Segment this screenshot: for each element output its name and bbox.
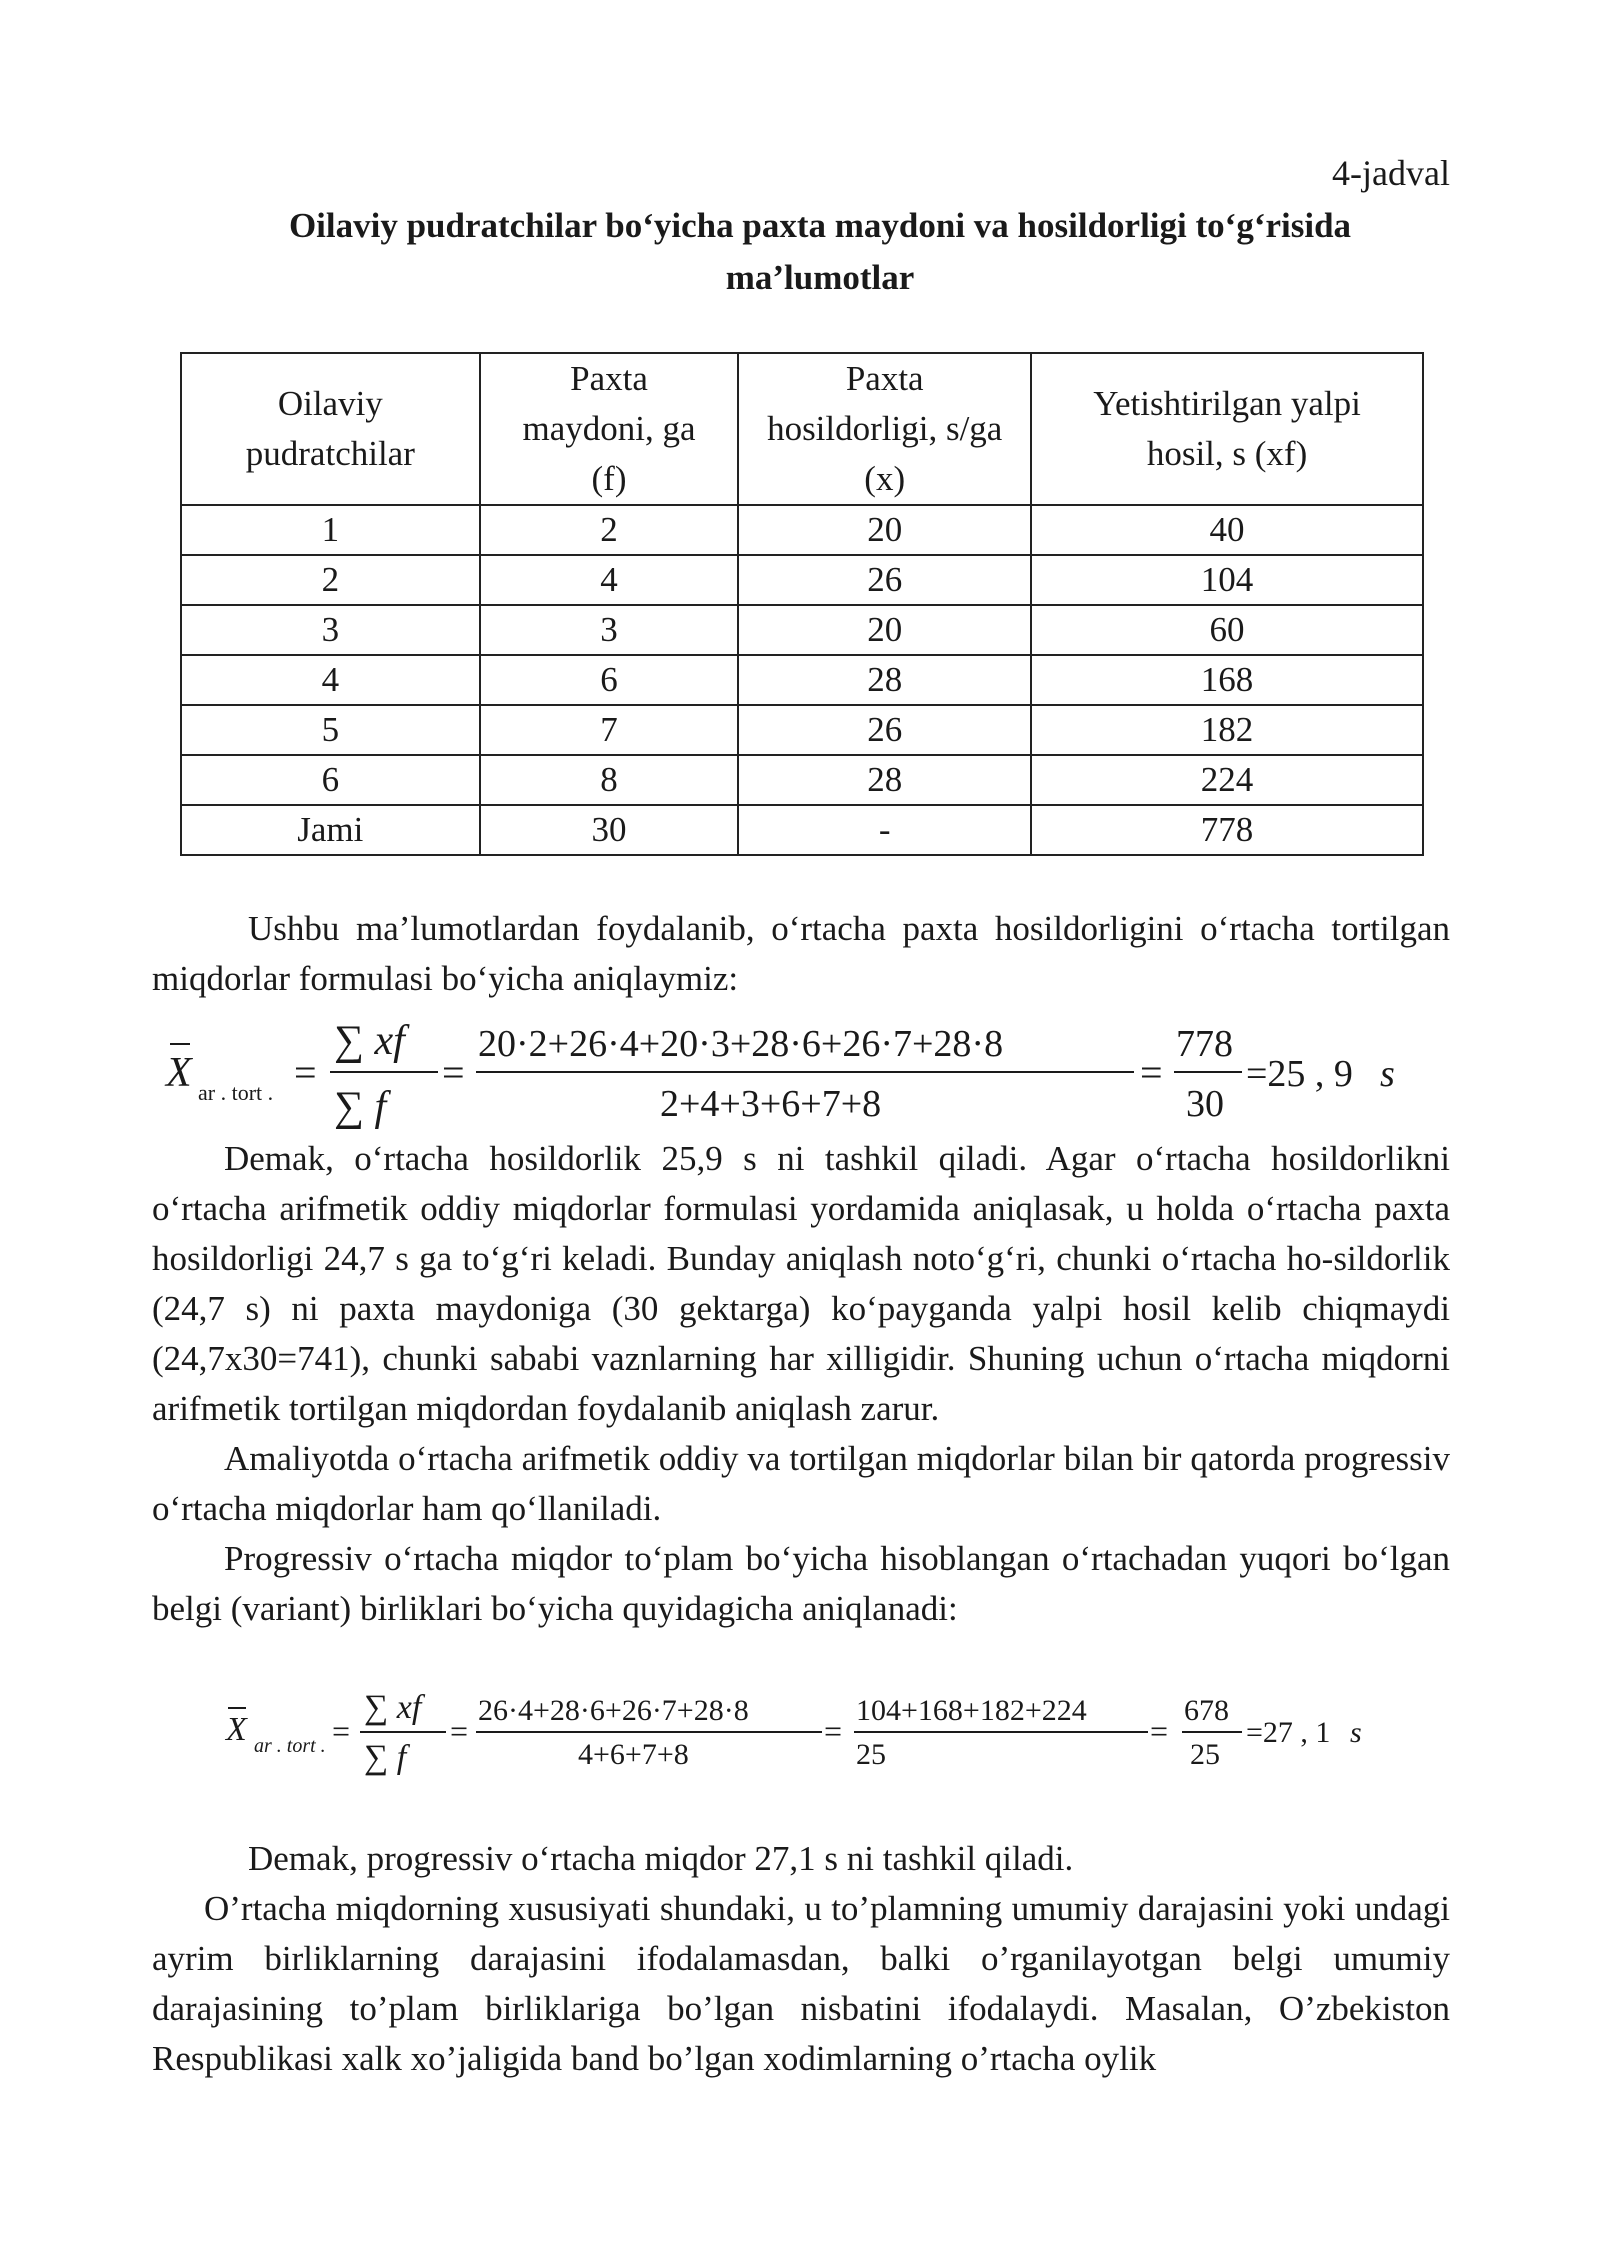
table-cell: 168 [1031,655,1423,705]
table-cell: 5 [181,705,480,755]
table-cell: 224 [1031,755,1423,805]
paragraph-property: O’rtacha miqdorning xususiyati shundaki, u to’plamning umumiy darajasini yoki undagi ayrim birliklarning darajasini ifodalamasdan, balki o’rganilayotgan belgi umumiy darajasining to’plam birliklariga bo’lgan nisbatini ifodalaydi. Masalan, O’zbekiston Respublikasi xalk xo’jaligida band bo’lgan xodimlarning o’rtacha oylik [152,1889,1450,2078]
formula-subscript: ar . tort . [254,1735,326,1757]
header-gross-harvest: Yetishtirilgan yalpi hosil, s (xf) [1031,353,1423,505]
fraction-numerator: 778 [1176,1023,1233,1065]
table-cell: 2 [181,555,480,605]
table-cell: 778 [1031,805,1423,855]
fraction-numerator: 678 [1184,1694,1229,1727]
table-title-line-1: Oilaviy pudratchilar bo‘yicha paxta maydoni va hosildorligi to‘g‘risida [288,206,1352,245]
formula-equals: = [294,1050,317,1095]
table-row [181,555,1423,605]
table-cell: 28 [738,655,1031,705]
formula-equals: = [450,1713,469,1749]
table-cell: 1 [181,505,480,555]
formula-numerator: 26·4+28·6+26·7+28·8 [478,1694,749,1727]
formula-denominator: 4+6+7+8 [578,1738,689,1771]
formula-equals: = [332,1713,351,1749]
header-family-contractors: Oilaviy pudratchilar [181,353,480,505]
formula-symbol: X [166,1050,192,1096]
table-cell: 26 [738,555,1031,605]
formula-result: =27 , 1 [1246,1716,1331,1749]
table-title-line-2: ma’lumotlar [725,258,915,297]
formula-numerator: 20·2+26·4+20·3+28·6+26·7+28·8 [478,1023,1004,1065]
table-row [181,605,1423,655]
formula-unit: s [1380,1053,1395,1095]
table-cell: 7 [480,705,739,755]
formula-denominator-value: 25 [856,1738,886,1771]
fraction-denominator: 25 [1190,1738,1220,1771]
formula-weighted-mean [160,1000,1460,1140]
formula-equals: = [1150,1713,1169,1749]
formula-unit: s [1350,1716,1362,1749]
table-cell: 30 [480,805,739,855]
paragraph-progressive-result: Demak, progressiv o‘rtacha miqdor 27,1 s ni tashkil qiladi. [248,1839,1074,1878]
formula-denominator: 2+4+3+6+7+8 [660,1083,882,1125]
table-cell: 60 [1031,605,1423,655]
table-cell: 4 [480,555,739,605]
table-cell: 3 [480,605,739,655]
paragraph-intro: Ushbu ma’lumotlardan foydalanib, o‘rtacha paxta hosildorligini o‘rtacha tortilgan miqdorlar formulasi bo‘yicha aniqlaymiz: [152,909,1450,998]
table-header-row [181,353,1423,505]
header-cotton-area: Paxta maydoni, ga (f) [480,353,739,505]
table-cell: 3 [181,605,480,655]
table-cell: 2 [480,505,739,555]
fraction-denominator: 30 [1186,1083,1224,1125]
data-table [180,352,1424,856]
table-total-row [181,805,1423,855]
paragraph-conclusion: Demak, o‘rtacha hosildorlik 25,9 s ni tashkil qiladi. Agar o‘rtacha hosildorlikni o‘rtacha arifmetik oddiy miqdorlar formulasi yordamida aniqlasak, u holda o‘rtacha paxta hosildorligi 24,7 s ga to‘g‘ri keladi. Bunday aniqlash noto‘g‘ri, chunki o‘rtacha ho-sildorlik (24,7 s) ni paxta maydoniga (30 gektarga) ko‘payganda yalpi hosil kelib chiqmaydi (24,7x30=741), chunki sababi vaznlarning har xilligidir. Shuning uchun o‘rtacha miqdorni arifmetik tortilgan miqdordan foydalanib aniqlash zarur. [152,1139,1450,1428]
table-cell: 4 [181,655,480,705]
table-title [180,200,1460,304]
formula-equals: = [442,1050,465,1095]
table-cell: 28 [738,755,1031,805]
table-cell: 6 [181,755,480,805]
sum-xf: ∑ xf [334,1018,405,1064]
table-row [181,755,1423,805]
formula-progressive-mean [160,1660,1460,1800]
paragraph-practice: Amaliyotda o‘rtacha arifmetik oddiy va tortilgan miqdorlar bilan bir qatorda progressiv o‘rtacha miqdorlar ham qo‘llaniladi. [152,1439,1450,1528]
formula-equals: = [1140,1050,1163,1095]
formula-numerator-sum: 104+168+182+224 [856,1694,1087,1727]
paragraph-progressive: Progressiv o‘rtacha miqdor to‘plam bo‘yicha hisoblangan o‘rtachadan yuqori bo‘lgan belgi (variant) birliklari bo‘yicha quyidagicha aniqlanadi: [152,1539,1450,1628]
sum-f: ∑ f [334,1084,387,1130]
table-cell: 20 [738,605,1031,655]
formula-subscript: ar . tort . [198,1080,274,1105]
table-row [181,505,1423,555]
table-cell: 40 [1031,505,1423,555]
table-cell: 20 [738,505,1031,555]
formula-symbol: X [226,1711,247,1748]
formula-equals: = [824,1713,843,1749]
table-cell: Jami [181,805,480,855]
sum-xf: ∑ xf [364,1689,422,1726]
table-row [181,705,1423,755]
table-cell: 8 [480,755,739,805]
table-cell: 6 [480,655,739,705]
sum-f: ∑ f [364,1739,407,1776]
table-cell: 26 [738,705,1031,755]
table-cell: 182 [1031,705,1423,755]
table-row [181,655,1423,705]
formula-result: =25 , 9 [1246,1053,1353,1095]
table-label: 4-jadval [1332,153,1450,193]
header-cotton-yield: Paxta hosildorligi, s/ga (x) [738,353,1031,505]
table-cell: - [738,805,1031,855]
table-cell: 104 [1031,555,1423,605]
